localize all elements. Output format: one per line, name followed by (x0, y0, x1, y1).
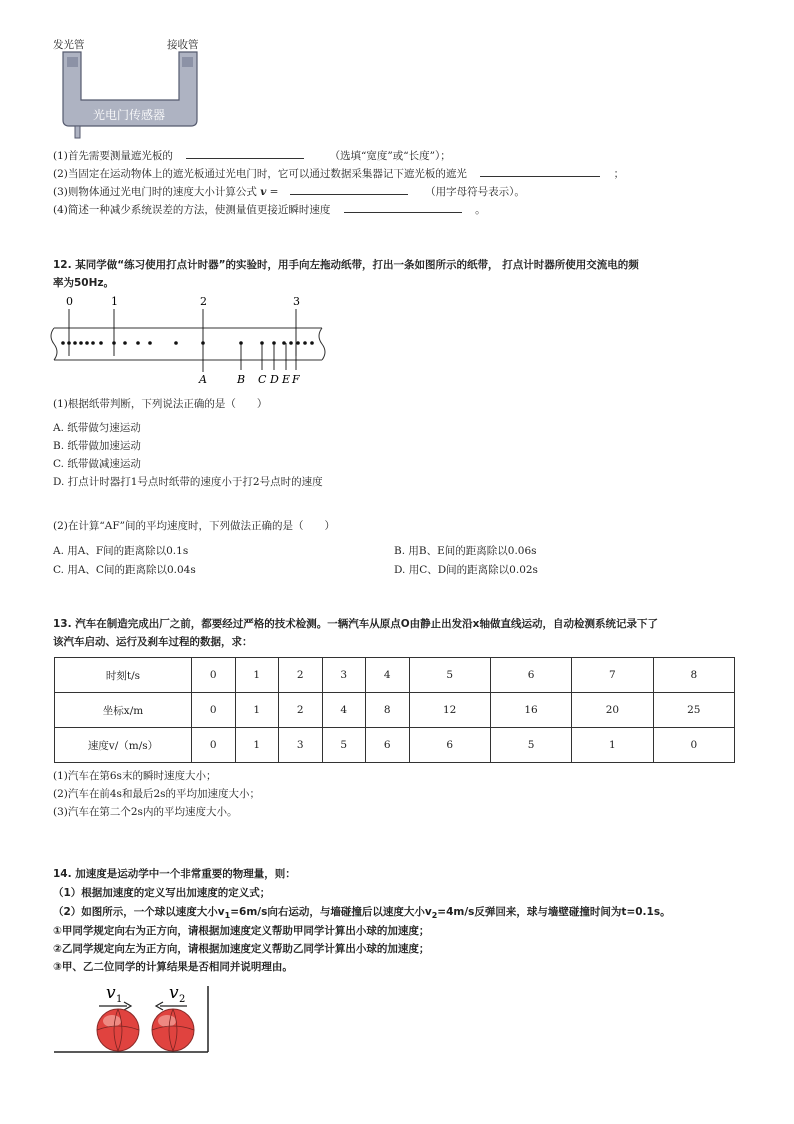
point-label: D (270, 373, 279, 386)
table-cell: 2 (279, 693, 323, 728)
table-cell: 0 (192, 658, 236, 693)
tape-dot (174, 341, 178, 345)
table-cell: 5 (490, 728, 571, 763)
photogate-body-label: 光电门传感器 (93, 108, 166, 122)
table-cell: 5 (409, 658, 490, 693)
q14-part2-sub2: 2 (431, 911, 438, 921)
q12-opt2-a[interactable]: A. 用A、F间的距离除以0.1s (53, 545, 189, 557)
point-label: E (282, 373, 291, 386)
table-cell: 1 (235, 693, 279, 728)
point-label: F (292, 373, 300, 386)
photogate-stem (75, 126, 80, 138)
table-cell: 16 (490, 693, 571, 728)
q11-part2 (53, 166, 624, 181)
q11-part2-blank[interactable] (480, 175, 600, 177)
tape-dot (310, 341, 314, 345)
tape-dot (136, 341, 140, 345)
q12-sub1: (1)根据纸带判断，下列说法正确的是（ ） (53, 398, 268, 410)
count-label: 3 (293, 295, 300, 308)
table-row (55, 693, 735, 728)
tape-dot (85, 341, 89, 345)
table-cell: 3 (279, 728, 323, 763)
table-cell: 0 (192, 728, 236, 763)
point-label: C (258, 373, 267, 386)
row-header: 速度v/（m/s） (55, 728, 192, 763)
count-label: 0 (66, 295, 73, 308)
q11-formula-v: v (260, 186, 267, 198)
q14-part2-text-b: =6m/s向右运动，与墙碰撞后以速度大小v (230, 906, 432, 918)
q13-stem-line2: 该汽车启动、运行及刹车过程的数据，求： (53, 636, 253, 648)
ticker-tape-diagram (46, 294, 336, 386)
table-cell: 3 (322, 658, 366, 693)
q12-opt1-d[interactable]: D. 打点计时器打1号点时纸带的速度小于打2号点时的速度 (53, 476, 323, 488)
table-cell: 8 (366, 693, 410, 728)
v2-label: v (169, 983, 179, 1003)
q11-part1-hint: （选填“宽度”或“长度”）； (329, 150, 451, 162)
table-row (55, 728, 735, 763)
ball-icon (97, 1009, 139, 1051)
tape-dot (303, 341, 307, 345)
table-cell: 6 (366, 728, 410, 763)
q12-opt1-c[interactable]: C. 纸带做减速运动 (53, 458, 141, 470)
q13-stem-line1: 13. 汽车在制造完成出厂之前，都要经过严格的技术检测。一辆汽车从原点O由静止出发沿x轴做直线运动，自动检测系统记录下了 (53, 618, 658, 630)
q14-part2 (53, 904, 671, 920)
table-cell: 25 (653, 693, 734, 728)
table-cell: 7 (572, 658, 653, 693)
row-header: 坐标x/m (55, 693, 192, 728)
q14-part1: （1）根据加速度的定义写出加速度的定义式； (53, 887, 271, 899)
table-cell: 4 (322, 693, 366, 728)
table-cell: 1 (572, 728, 653, 763)
table-cell: 4 (366, 658, 410, 693)
table-cell: 0 (192, 693, 236, 728)
q13-question3: (3)汽车在第二个2s内的平均速度大小。 (53, 806, 238, 818)
q11-part2-end: ； (613, 168, 625, 180)
emitter-tube (67, 57, 78, 67)
q13-question2: (2)汽车在前4s和最后2s的平均加速度大小； (53, 788, 261, 800)
v2-subscript: 2 (179, 994, 186, 1005)
q14-part2-sub1: 1 (224, 911, 231, 921)
tape-dots (61, 341, 314, 345)
emitter-label: 发光管 (53, 39, 85, 51)
tape-dot (123, 341, 127, 345)
q11-part4-text: (4)简述一种减少系统误差的方法，使测量值更接近瞬时速度 (53, 204, 331, 216)
ball-icon (152, 1009, 194, 1051)
tape-dot (148, 341, 152, 345)
q14-case1: ①甲同学规定向右为正方向，请根据加速度定义帮助甲同学计算出小球的加速度； (53, 925, 430, 937)
table-cell: 8 (653, 658, 734, 693)
table-cell: 6 (409, 728, 490, 763)
q12-opt2-c[interactable]: C. 用A、C间的距离除以0.04s (53, 564, 196, 576)
table-cell: 1 (235, 658, 279, 693)
q11-part3 (53, 184, 525, 199)
receiver-tube (182, 57, 193, 67)
q11-part4-end: 。 (475, 204, 486, 216)
q11-part4 (53, 202, 486, 217)
q11-part3-hint: （用字母符号表示）。 (425, 186, 525, 198)
q11-formula-eq: = (269, 186, 279, 198)
table-row (55, 658, 735, 693)
tape-dot (61, 341, 65, 345)
tape-dot (99, 341, 103, 345)
q12-stem-line2: 率为50Hz。 (53, 277, 115, 289)
q11-part3-text: (3)则物体通过光电门时的速度大小计算公式 (53, 186, 257, 198)
table-cell: 5 (322, 728, 366, 763)
q14-part2-text-c: =4m/s反弹回来，球与墙壁碰撞时间为t=0.1s。 (437, 906, 671, 918)
count-label: 2 (200, 295, 207, 308)
v1-subscript: 1 (116, 994, 123, 1005)
q12-opt2-b[interactable]: B. 用B、E间的距离除以0.06s (394, 545, 537, 557)
table-cell: 12 (409, 693, 490, 728)
table-cell: 20 (572, 693, 653, 728)
table-cell: 0 (653, 728, 734, 763)
row-header: 时刻t/s (55, 658, 192, 693)
q12-opt2-d[interactable]: D. 用C、D间的距离除以0.02s (394, 564, 538, 576)
tape-dot (289, 341, 293, 345)
tape-dot (296, 341, 300, 345)
ball-wall-diagram (52, 978, 214, 1058)
tape-dot (282, 341, 286, 345)
point-label: B (237, 373, 246, 386)
tape-dot (73, 341, 77, 345)
tape-dot (79, 341, 83, 345)
q11-part1-text: (1)首先需要测量遮光板的 (53, 150, 173, 162)
q13-question1: (1)汽车在第6s末的瞬时速度大小； (53, 770, 217, 782)
receiver-label: 接收管 (167, 39, 199, 51)
q14-case3: ③甲、乙二位同学的计算结果是否相同并说明理由。 (53, 961, 293, 973)
q14-case2: ②乙同学规定向左为正方向，请根据加速度定义帮助乙同学计算出小球的加速度； (53, 943, 430, 955)
table-cell: 6 (490, 658, 571, 693)
table-cell: 2 (279, 658, 323, 693)
table-cell: 1 (235, 728, 279, 763)
car-test-data-table (54, 657, 735, 763)
q14-part2-text-a: （2）如图所示，一个球以速度大小v (53, 906, 225, 918)
q11-part1 (53, 148, 451, 163)
q12-sub2: (2)在计算“AF”间的平均速度时，下列做法正确的是（ ） (53, 520, 335, 532)
q12-opt1-a[interactable]: A. 纸带做匀速运动 (53, 422, 141, 434)
q11-part4-blank[interactable] (344, 211, 462, 213)
point-label: A (199, 373, 207, 386)
tape-point-labels (198, 343, 300, 386)
q11-part1-blank[interactable] (186, 157, 304, 159)
v1-label: v (106, 983, 116, 1003)
q14-stem: 14. 加速度是运动学中一个非常重要的物理量，则： (53, 868, 296, 880)
photogate-sensor-diagram (55, 50, 215, 140)
count-label: 1 (111, 295, 118, 308)
q11-part2-text: (2)当固定在运动物体上的遮光板通过光电门时，它可以通过数据采集器记下遮光板的遮光 (53, 168, 467, 180)
q12-stem-line1: 12. 某同学做“练习使用打点计时器”的实验时，用手向左拖动纸带，打出一条如图所示的纸带， 打点计时器所使用交流电的频 (53, 259, 639, 271)
q11-part3-blank[interactable] (290, 193, 408, 195)
q12-opt1-b[interactable]: B. 纸带做加速运动 (53, 440, 141, 452)
tape-dot (91, 341, 95, 345)
